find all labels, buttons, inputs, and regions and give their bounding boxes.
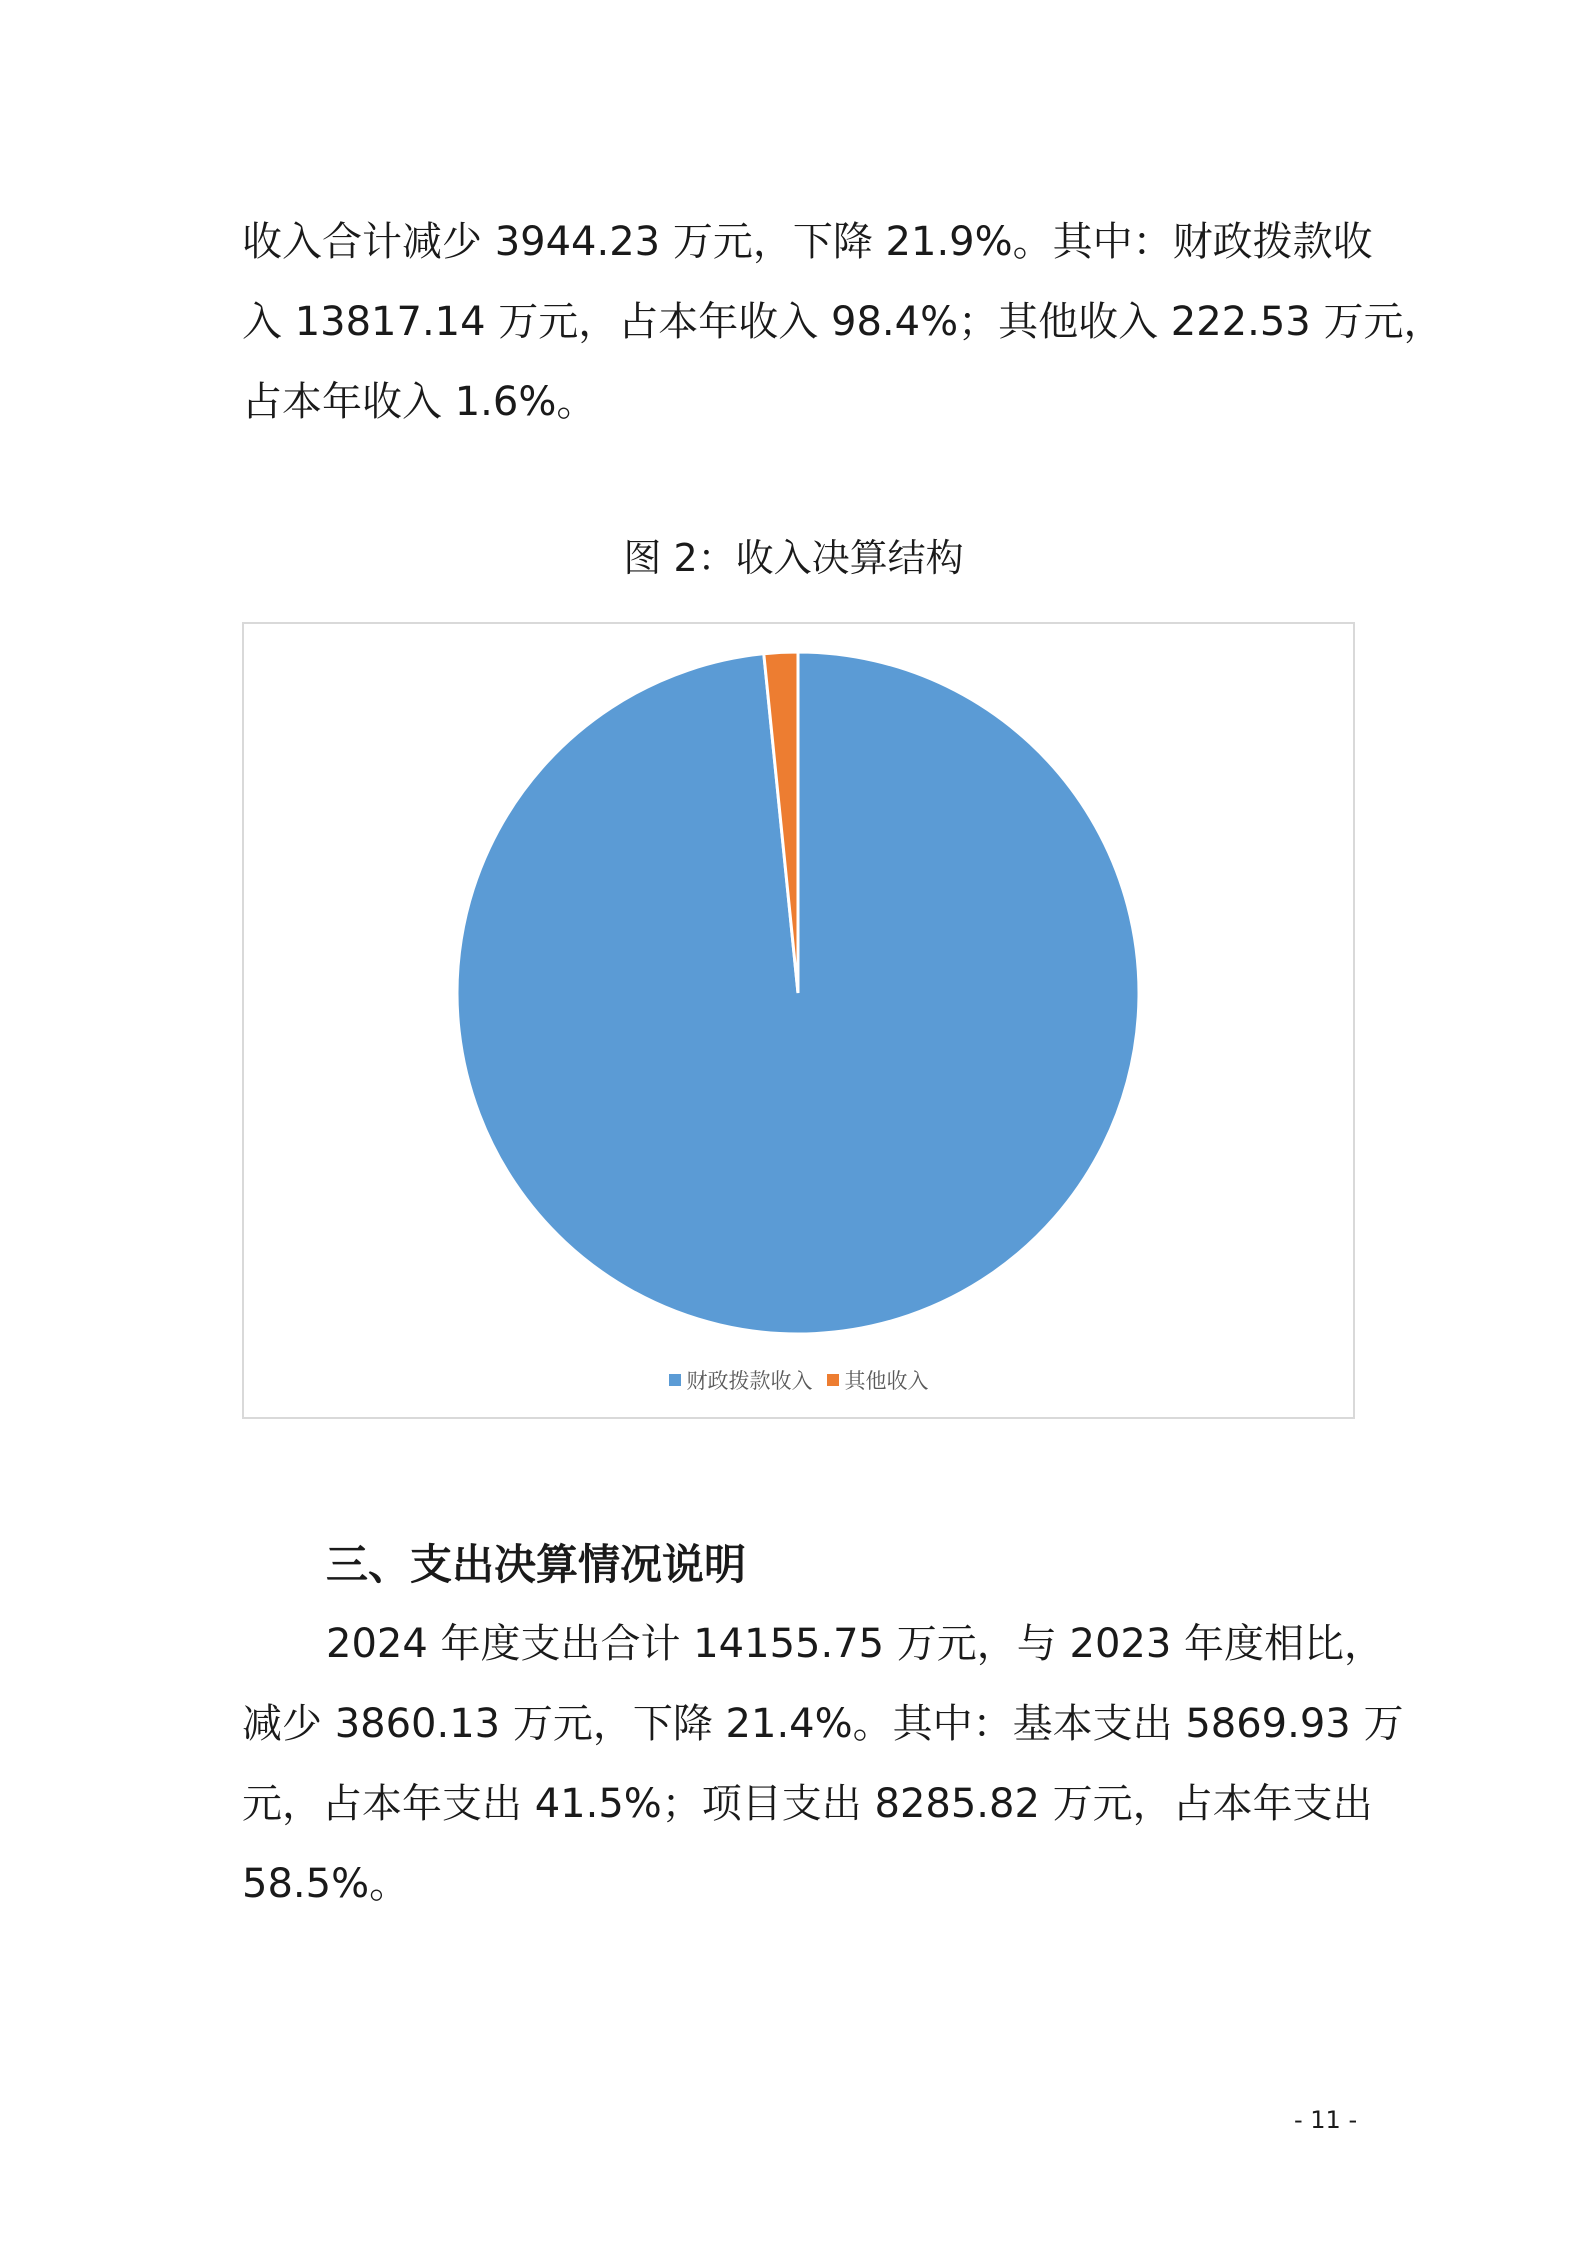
paragraph-line: 入 13817.14 万元，占本年收入 98.4%；其他收入 222.53 万元， xyxy=(242,299,1444,345)
pie-chart xyxy=(244,624,1353,1417)
legend-label: 财政拨款收入 xyxy=(686,1369,813,1393)
legend-item-other xyxy=(827,1365,929,1395)
income-paragraph xyxy=(242,202,1444,442)
paragraph-line: 58.5%。 xyxy=(242,1861,410,1907)
paragraph-line: 元，占本年支出 41.5%；项目支出 8285.82 万元，占本年支出 xyxy=(242,1781,1373,1827)
expenditure-paragraph xyxy=(242,1604,1404,1924)
figure-title: 图 2：收入决算结构 xyxy=(623,536,964,580)
chart-legend xyxy=(244,1365,1353,1395)
paragraph-line: 减少 3860.13 万元，下降 21.4%。其中：基本支出 5869.93 万 xyxy=(242,1701,1404,1747)
paragraph-line: 占本年收入 1.6%。 xyxy=(242,379,597,425)
legend-item-fiscal xyxy=(669,1365,813,1395)
legend-label: 其他收入 xyxy=(844,1369,929,1393)
legend-swatch xyxy=(669,1374,681,1386)
paragraph-line: 收入合计减少 3944.23 万元，下降 21.9%。其中：财政拨款收 xyxy=(242,219,1373,265)
section-heading: 三、支出决算情况说明 xyxy=(326,1540,747,1589)
pie-chart-frame xyxy=(242,622,1355,1419)
page-number: - 11 - xyxy=(1294,2106,1358,2134)
paragraph-line: 2024 年度支出合计 14155.75 万元，与 2023 年度相比， xyxy=(326,1621,1385,1667)
legend-swatch xyxy=(827,1374,839,1386)
